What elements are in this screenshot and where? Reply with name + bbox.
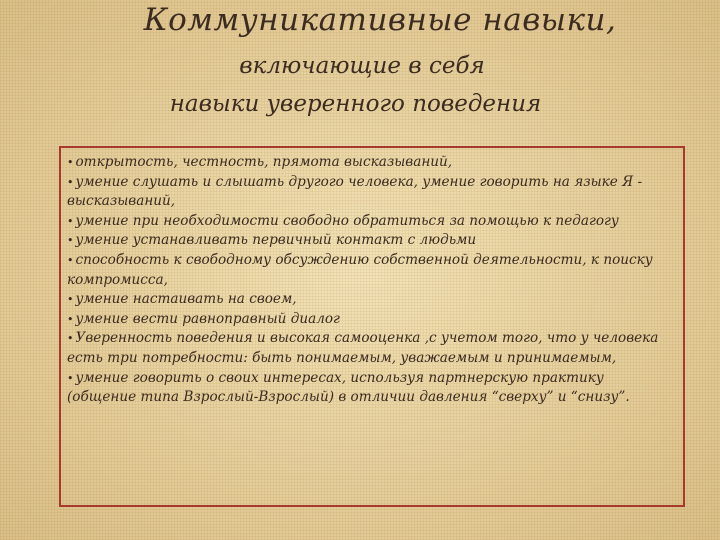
list-item (67, 212, 677, 232)
list-item-text: умение говорить о своих интересах, используя партнерскую практику (общение типа Взрослый-Взрослый) в отличии давления “сверху” и “снизу”. (67, 369, 630, 406)
skills-list (67, 153, 677, 408)
list-item (67, 290, 677, 310)
list-item-text: способность к свободному обсуждению собственной деятельности, к поиску компромисса, (67, 251, 653, 288)
list-item (67, 310, 677, 330)
bullet-icon: • (67, 234, 74, 248)
list-item (67, 251, 677, 290)
bullet-icon: • (67, 253, 74, 267)
list-item-text: умение при необходимости свободно обратиться за помощью к педагогу (75, 212, 619, 229)
list-item-text: открытость, честность, прямота высказываний, (75, 154, 453, 170)
slide-title: Коммуникативные навыки, (143, 2, 617, 38)
list-item (67, 153, 677, 173)
bullet-icon: • (67, 214, 74, 228)
list-item-text: умение устанавливать первичный контакт с людьми (75, 232, 477, 249)
slide-subtitle-line-1: включающие в себя (239, 53, 485, 79)
bullet-icon: • (67, 312, 74, 326)
bullet-icon: • (67, 156, 74, 169)
bullet-icon: • (67, 175, 74, 189)
bullet-icon: • (67, 332, 74, 346)
bullet-icon: • (67, 371, 74, 385)
list-item (67, 369, 677, 408)
list-item (67, 173, 677, 212)
list-item-text: умение вести равноправный диалог (75, 310, 340, 327)
list-item-text: Уверенность поведения и высокая самооценка ,с учетом того, что у человека есть три потребности: быть понимаемым, уважаемым и принимаемым, (67, 330, 659, 366)
list-item (67, 329, 677, 368)
slide-subtitle-line-2: навыки уверенного поведения (169, 91, 542, 117)
list-item-text: умение слушать и слышать другого человека, умение говорить на языке Я - высказываний, (67, 173, 643, 210)
content-box (59, 146, 685, 507)
bullet-icon: • (67, 293, 74, 307)
list-item-text: умение настаивать на своем, (75, 291, 297, 308)
list-item (67, 231, 677, 251)
